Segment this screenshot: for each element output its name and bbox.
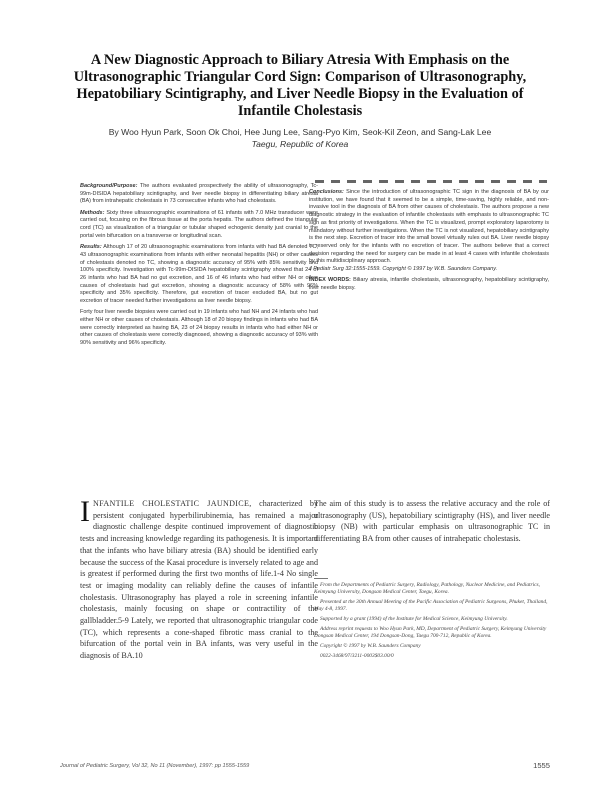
background-text: The authors evaluated prospectively the ability of ultrasonography, Tc-99m-DISIDA hepatobiliary scintigraphy, and liver needle biopsy in differentiating biliary atresia (BA) from intrahepatic cholestasis in 73 consecutive infants who had cholestasis. (80, 183, 318, 205)
abstract-dashed-rule (315, 180, 547, 183)
index-words-label: INDEX WORDS: (309, 277, 351, 284)
results-text-2: Forty four liver needle biopsies were carried out in 19 infants who had NH and 24 infants who had either NH or other causes of cholestasis. Although 18 of 20 biopsy findings in infants who had BA were correctly interpreted as having BA, 23 of 24 biopsy results in infants who had either NH or other causes of cholestasis were correctly diagnosed, showing a diagnostic accuracy of 93% with 90% sensitivity and 96% specificity. (80, 309, 318, 347)
footnotes (314, 582, 550, 748)
abstract-citation: J Pediatr Surg 32:1555-1559. Copyright © 1997 by W.B. Saunders Company. (309, 266, 498, 273)
results-text: Although 17 of 20 ultrasonographic examinations from infants with had BA denoted TC, 43 ultrasonographic examinations from infants with either neonatal hepatitis (NH) or other causes of cholestasis denoted no TC, showing a diagnostic accuracy of 95% with 85% sensitivity and 100% specificity. Investigation with Tc-99m-DISIDA hepatobiliary scintigraphy showed that 24 of 26 infants who had BA had no gut excretion, and 16 of 46 infants who had either NH or other causes of cholestasis had gut excretion, showing a diagnostic accuracy of 58% with 96% specificity and 35% specificity. Therefore, gut excretion of tracer excluded BA, but no gut excretion of tracer needed further investigations as liver needle biopsy. (80, 244, 318, 305)
author-block (80, 126, 520, 150)
intro-paragraph: characterized by persistent conjugated hyperbilirubinemia, has remained a major diagnostic challenge despite continued improvement of diagnostic tests and increasing knowledge regarding its pathogenesis. It is important that the infants who have biliary atresia (BA) should be identified early because the success of the Kasai procedure is inversely related to age and is greatest if performed during the first two months of life.1-4 No single test or imaging modality can reliably define the causes of infantile cholestasis. Ultrasonography has played a role in screening infantile cholestasis, mainly focusing on shape or contractility of the gallbladder.5-9 Lately, we reported that ultrasonographic triangular code (TC), which represents a cone-shaped fibrotic mass cranial to the bifurcation of the portal vein in BA infants, was very useful in the diagnosis of BA.10 (80, 499, 318, 661)
footnote-copyright: Copyright © 1997 by W.B. Saunders Company (320, 643, 421, 649)
abstract-background (80, 183, 318, 206)
drop-cap: I (80, 498, 90, 528)
methods-label: Methods: (80, 209, 105, 216)
results-label: Results: (80, 244, 102, 251)
aim-paragraph: The aim of this study is to assess the relative accuracy and the role of ultrasonography (US), hepatobiliary scintigraphy (HS), and liver needle biopsy (NB) with particular emphasis on ultrasonographic TC in differentiating BA from other causes of intrahepatic cholestasis. (314, 499, 550, 544)
article-title: A New Diagnostic Approach to Biliary Atresia With Emphasis on the Ultrasonographic Triangular Cord Sign: Comparison of Ultrasonography, Hepatobiliary Scintigraphy, and Liver Needle Biopsy in the Evaluation of Infantile Cholestasis (73, 52, 527, 119)
index-words (309, 277, 549, 292)
author-list: By Woo Hyun Park, Soon Ok Choi, Hee Jung Lee, Sang-Pyo Kim, Seok-Kil Zeon, and Sang-Lak Lee (108, 127, 492, 137)
conclusions-label: Conclusions: (309, 189, 344, 195)
footnote-doi: 0022-3468/97/3211-0003$03.00/0 (320, 653, 394, 659)
journal-citation-footer: Journal of Pediatric Surgery, Vol 32, No 11 (November), 1997: pp 1555-1559 (60, 763, 250, 769)
intro-caps: NFANTILE CHOLESTATIC JAUNDICE, (93, 499, 252, 508)
abstract-results (80, 244, 318, 306)
footnote-support: Supported by a grant (1994) of the Institute for Medical Science, Keimyung University. (320, 616, 508, 622)
abstract-left-column (80, 183, 318, 549)
footnote-rule (314, 578, 328, 579)
body-right-column (314, 498, 550, 558)
index-words-text: Biliary atresia, infantile cholestasis, ultrasonography, hepatobiliary scintigraphy, liver needle biopsy. (309, 277, 549, 292)
footnote-presented: Presented at the 30th Annual Meeting of the Pacific Association of Pediatric Surgeons, Phuket, Thailand, May 4-8, 1997. (314, 599, 548, 612)
abstract-methods (80, 210, 318, 241)
abstract-results-continued (80, 309, 318, 348)
page-number: 1555 (533, 761, 550, 770)
abstract-conclusions (309, 189, 549, 274)
footnote-affiliation: From the Departments of Pediatric Surgery, Radiology, Pathology, Nuclear Medicine, and Pediatrics, Keimyung University, Dongsan Medical Center, Taegu, Korea. (314, 582, 540, 595)
affiliation: Taegu, Republic of Korea (251, 139, 349, 149)
conclusions-text: Since the introduction of ultrasonographic TC sign in the diagnosis of BA by our institution, we have found that it seemed to be a simple, time-saving, highly reliable, and non-invasive tool in the diagnosis of BA from other causes of cholestasis. The authors propose a new diagnostic strategy in the evaluation of infantile cholestasis with emphasis to ultrasonographic TC sign as first priority of investigations. When the TC is visualized, prompt exploratory laparotomy is mandatory without further investigations. When the TC is not visualized, hepatobiliary scintigraphy is the next step. Excretion of tracer into the small bowel virtually rules out BA. Liver needle biopsy is reserved only for the infants with no excretion of tracer. The authors believe that a correct decision regarding the need for surgery can be made in at least 4 cases with infantile cholestasis by this multidisciplinary approach. (309, 189, 549, 265)
methods-text: Sixty three ultrasonographic examinations of 61 infants with 7.0 MHz transducer were carried out, focusing on the fibrous tissue at the porta hepatis. The authors defined the triangular cord (TC) as visualization of a triangular or tubular shaped echogenic density just cranial to the portal vein bifurcation on a transverse or longitudinal scan. (80, 209, 318, 239)
body-left-column (80, 498, 318, 756)
footnote-reprints: Address reprint requests to Woo Hyun Park, MD, Department of Pediatric Surgery, Keimyung University Dongsan Medical Center, 194 Dongsan-Dong, Taegu 700-712, Republic of Korea. (314, 626, 547, 639)
background-label: Background/Purpose: (80, 183, 138, 189)
